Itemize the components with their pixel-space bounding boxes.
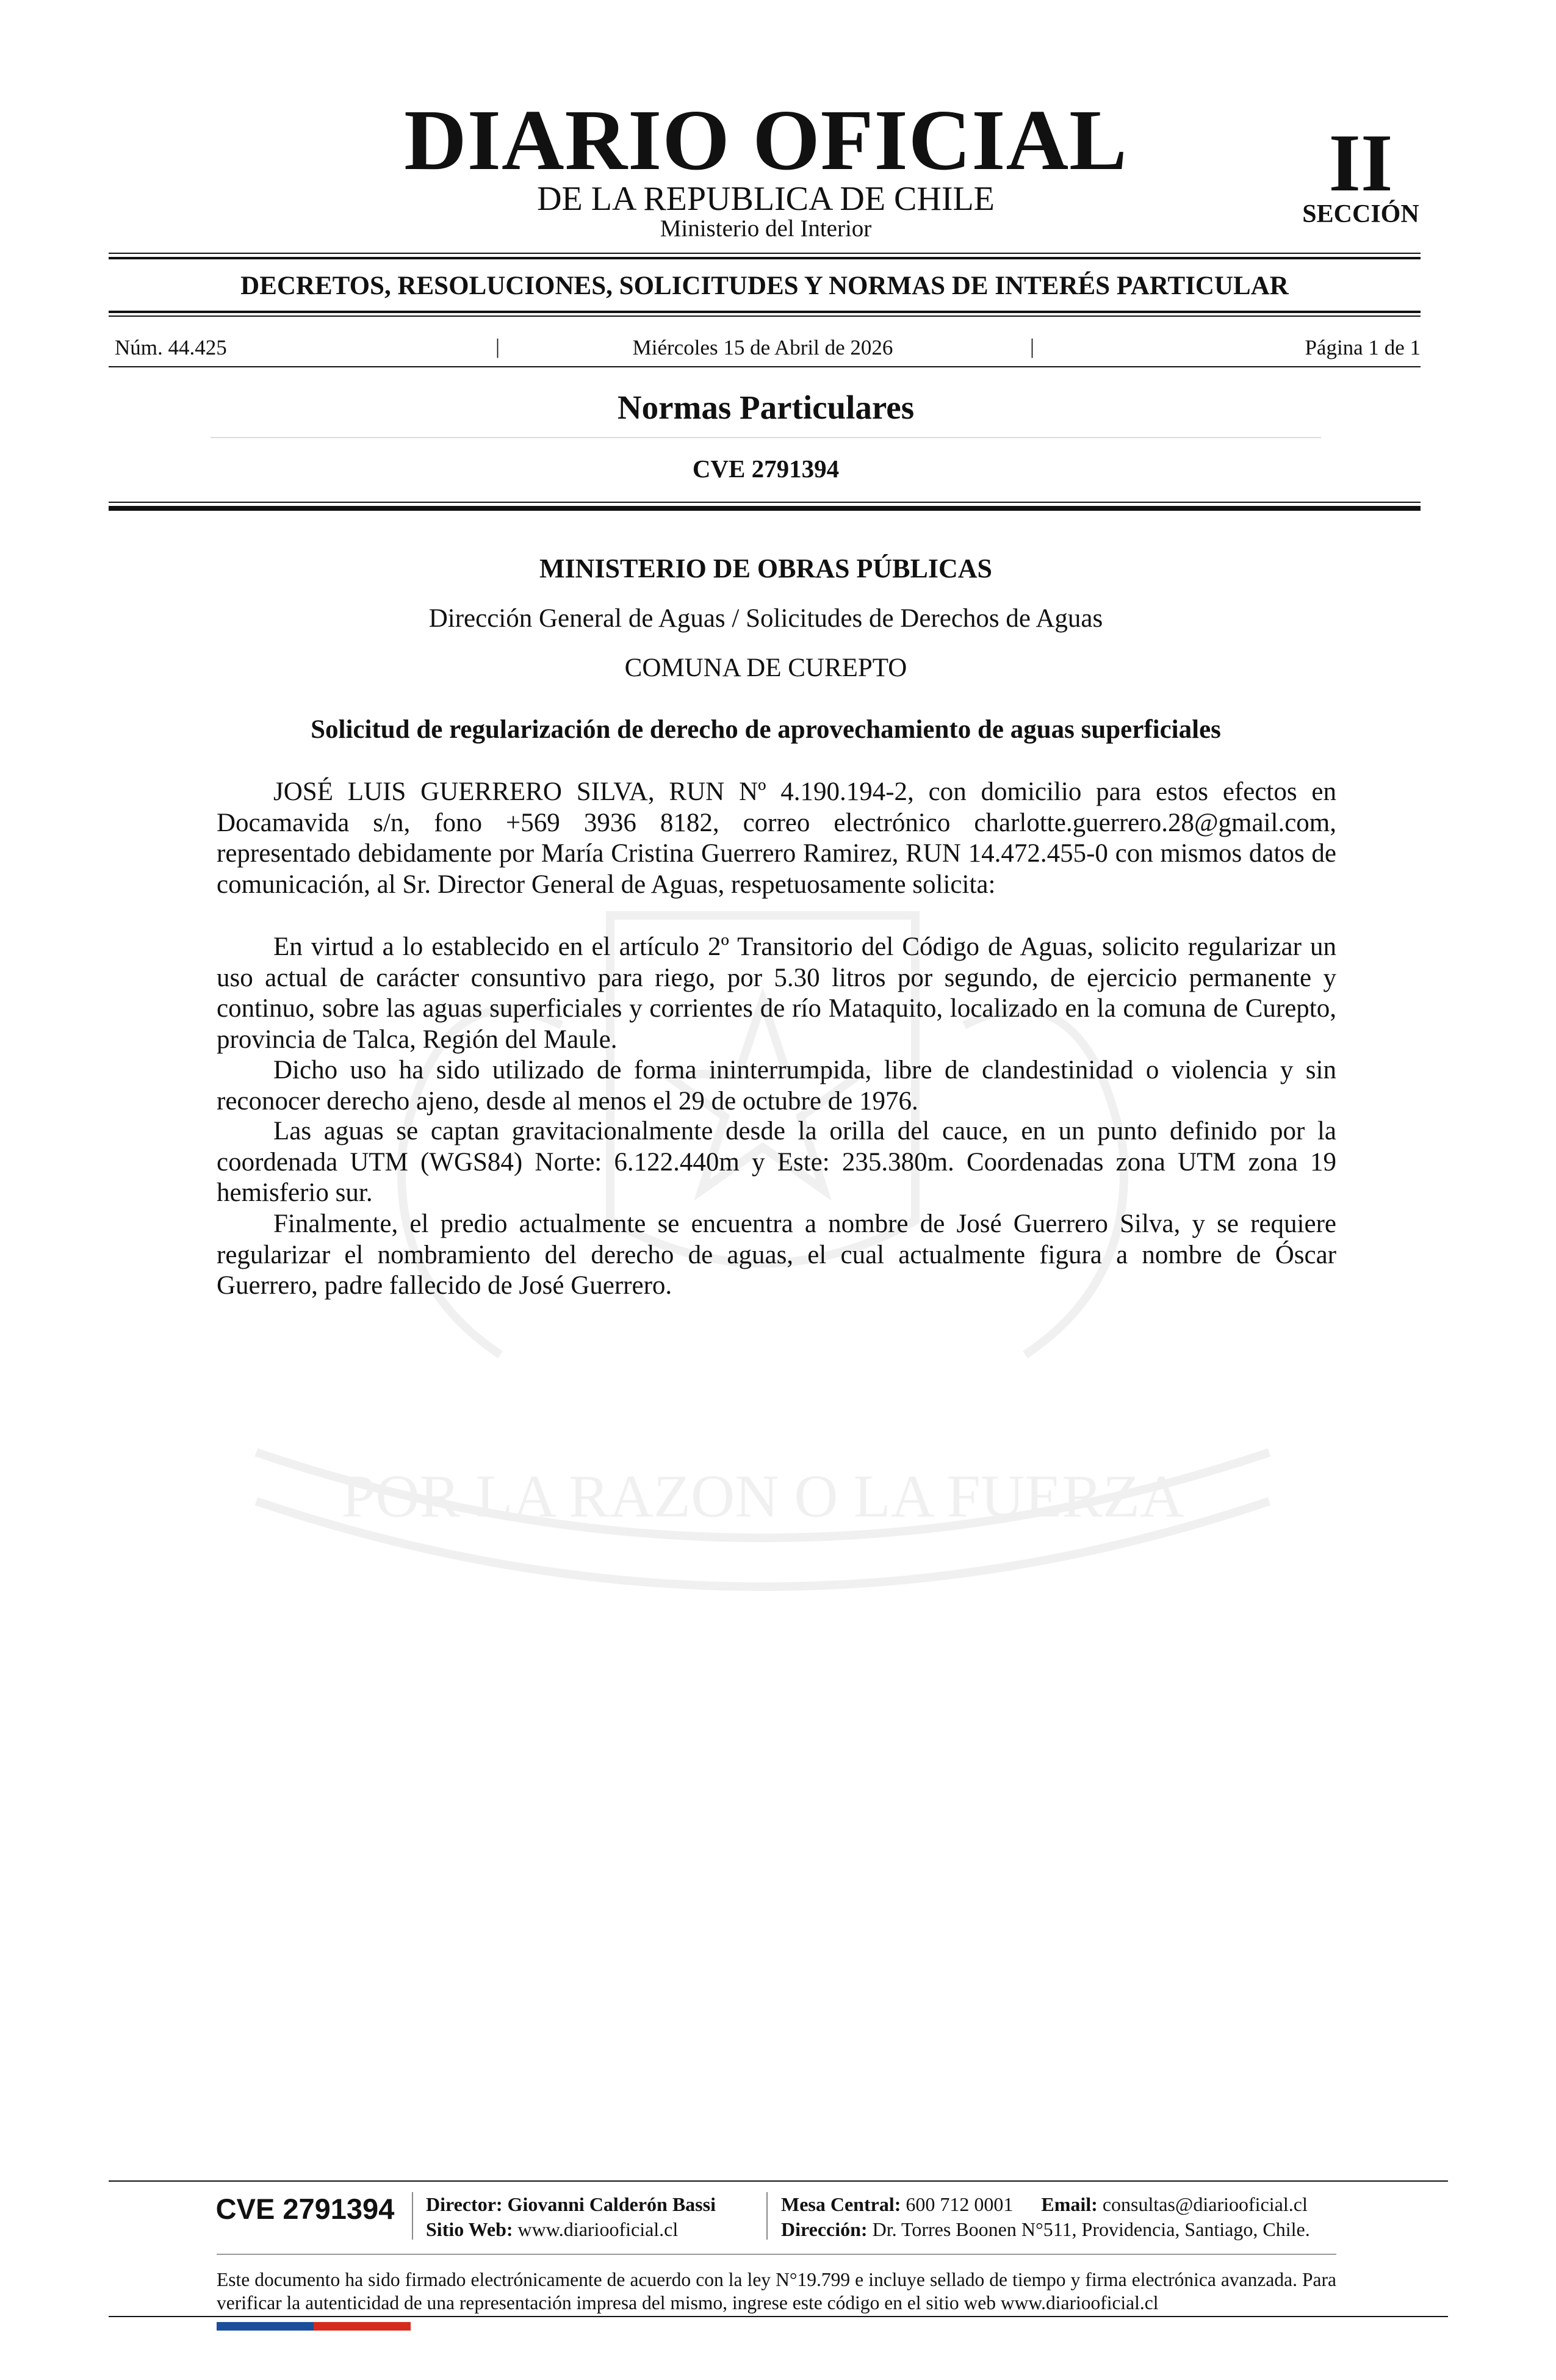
body-paragraph: Las aguas se captan gravitacionalmente desde la orilla del cauce, en un punto definido por la coordenada UTM (WGS84) Norte: 6.122.440m y Este: 235.380m. Coordenadas zona UTM zona 19 hemisferio sur.	[217, 1117, 1336, 1207]
flag-red-segment	[314, 2322, 411, 2331]
ministry-subtitle: Ministerio del Interior	[660, 215, 872, 242]
footer-contact	[781, 2194, 1308, 2214]
department: Dirección General de Aguas / Solicitudes de Derechos de Aguas	[428, 604, 1103, 633]
address-label: Dirección:	[781, 2218, 868, 2240]
section-title-underline	[211, 437, 1321, 438]
banner-rule-thin	[109, 316, 1421, 317]
body-paragraph: En virtud a lo establecido en el artículo 2º Transitorio del Código de Aguas, solicito regularizar un uso actual de carácter consuntivo para riego, por 5.30 litros por segundo, de ejercicio permanente y continuo, sobre las aguas superficiales y corrientes de río Mataquito, localizado en la comuna de Curepto, provincia de Talca, Región del Maule.	[217, 932, 1336, 1054]
address-value: Dr. Torres Boonen N°511, Providencia, Santiago, Chile.	[872, 2218, 1310, 2240]
flag-blue-segment	[217, 2322, 314, 2331]
phone-number: 600 712 0001	[906, 2193, 1014, 2215]
body-paragraph: JOSÉ LUIS GUERRERO SILVA, RUN Nº 4.190.194-2, con domicilio para estos efectos en Docamavida s/n, fono +569 3936 8182, correo electrónico charlotte.guerrero.28@gmail.com, representado debidamente por María Cristina Guerrero Ramirez, RUN 14.472.455-0 con mismos datos de comunicación, al Sr. Director General de Aguas, respetuosamente solicita:	[217, 777, 1336, 899]
masthead-rule-thin	[109, 253, 1421, 254]
footer-website	[426, 2220, 678, 2239]
issue-separator: |	[495, 334, 500, 358]
footer-divider	[412, 2192, 413, 2240]
issuing-ministry: MINISTERIO DE OBRAS PÚBLICAS	[539, 554, 993, 583]
director-name: Giovanni Calderón Bassi	[507, 2193, 716, 2215]
issue-separator: |	[1030, 334, 1035, 358]
email-label: Email:	[1041, 2193, 1098, 2215]
info-rule	[109, 366, 1421, 367]
section-title: Normas Particulares	[617, 389, 915, 426]
footer-address	[781, 2220, 1310, 2239]
commune: COMUNA DE CUREPTO	[624, 654, 907, 682]
website-label: Sitio Web:	[426, 2218, 513, 2240]
cve-code: CVE 2791394	[692, 455, 840, 483]
phone-label: Mesa Central:	[781, 2193, 901, 2215]
issue-number: Núm. 44.425	[115, 336, 227, 359]
footer-bottom-rule	[109, 2316, 1448, 2317]
newspaper-title: DIARIO OFICIAL	[404, 92, 1128, 188]
document-subject: Solicitud de regularización de derecho de aprovechamiento de aguas superficiales	[311, 715, 1221, 744]
footer-legal-note: Este documento ha sido firmado electrónicamente de acuerdo con la ley N°19.799 e incluye sellado de tiempo y firma electrónica avanzada. Para verificar la autenticidad de una representación impresa del mismo, ingrese este código en el sitio web www.diariooficial.cl	[217, 2269, 1336, 2313]
header-bottom-rule-thin	[109, 502, 1421, 503]
footer-mid-rule	[217, 2254, 1336, 2255]
body-paragraph: Dicho uso ha sido utilizado de forma ininterrumpida, libre de clandestinidad o violencia y sin reconocer derecho ajeno, desde al menos el 29 de octubre de 1976.	[217, 1056, 1336, 1116]
section-number: II	[1328, 118, 1393, 209]
issue-date: Miércoles 15 de Abril de 2026	[632, 336, 893, 359]
chile-flag-stripe	[217, 2322, 411, 2331]
section-label: SECCIÓN	[1302, 200, 1419, 228]
website-link[interactable]: www.diariooficial.cl	[517, 2218, 679, 2240]
footer-cve-code: CVE 2791394	[215, 2193, 395, 2225]
section-banner: DECRETOS, RESOLUCIONES, SOLICITUDES Y NORMAS DE INTERÉS PARTICULAR	[240, 272, 1289, 300]
body-paragraph: Finalmente, el predio actualmente se encuentra a nombre de José Guerrero Silva, y se requiere regularizar el nombramiento del derecho de aguas, el cual actualmente figura a nombre de Óscar Guerrero, padre fallecido de José Guerrero.	[217, 1210, 1336, 1300]
email-link[interactable]: consultas@diariooficial.cl	[1102, 2193, 1308, 2215]
footer-director	[426, 2194, 716, 2214]
watermark-motto: POR LA RAZON O LA FUERZA	[341, 1462, 1184, 1530]
banner-rule	[109, 311, 1421, 313]
newspaper-subtitle: DE LA REPUBLICA DE CHILE	[537, 180, 995, 218]
header-bottom-rule	[109, 506, 1421, 511]
page-indicator: Página 1 de 1	[1305, 336, 1421, 359]
footer-top-rule	[109, 2180, 1448, 2182]
masthead-rule	[109, 257, 1421, 259]
footer-divider	[766, 2192, 768, 2240]
director-label: Director:	[426, 2193, 503, 2215]
